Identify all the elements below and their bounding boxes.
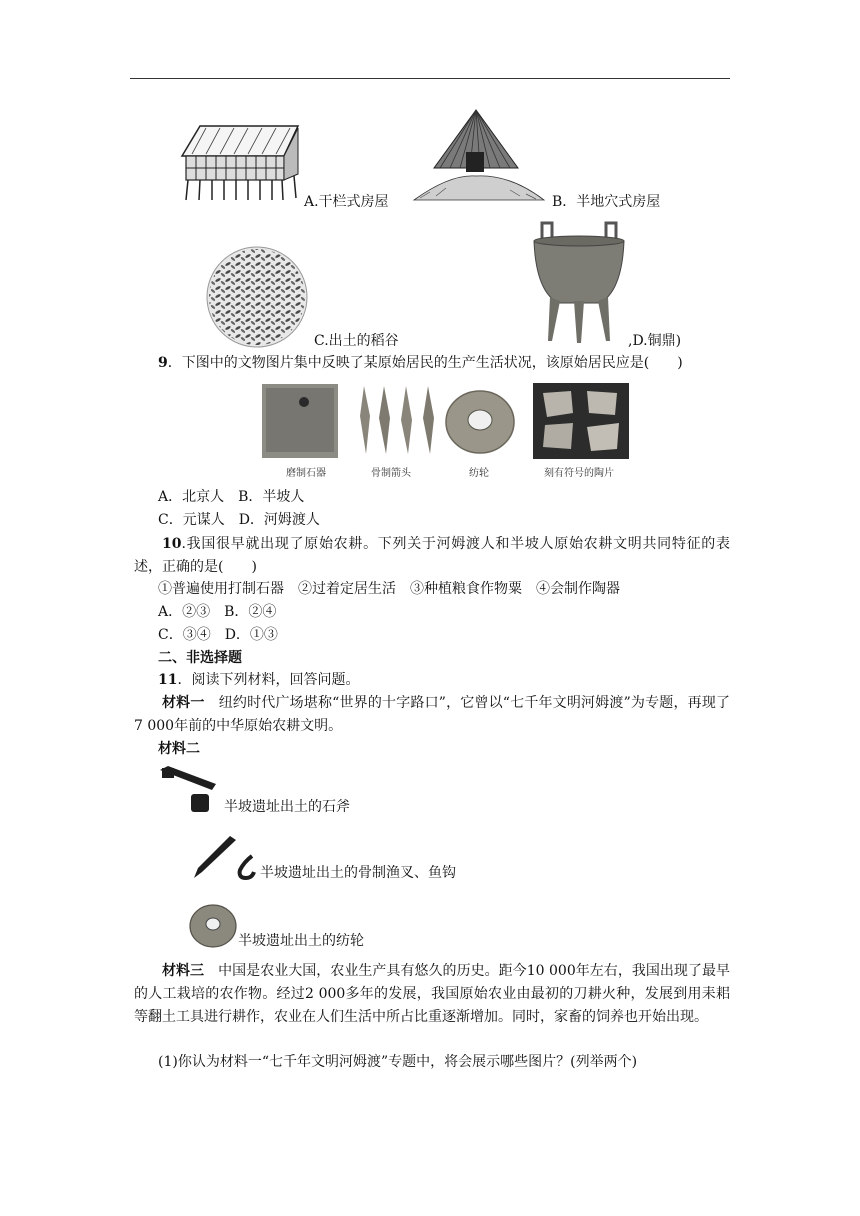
material-3 — [134, 960, 730, 1029]
q10-options-line2: C．③④ D．①③ — [158, 627, 278, 643]
q8-option-d: ,D.铜鼎) — [628, 333, 682, 349]
q9-caption-2: 骨制箭头 — [371, 468, 411, 479]
bone-arrowhead-image — [354, 386, 438, 456]
material-3-label: 材料三 — [162, 963, 205, 979]
q10-statements: ①普遍使用打制石器 ②过着定居生活 ③种植粮食作物粟 ④会制作陶器 — [158, 581, 620, 597]
stone-axe-image — [160, 766, 224, 814]
material-2-caption-1: 半坡遗址出土的石斧 — [224, 799, 350, 815]
q10-number: 10 — [162, 536, 182, 552]
q9-number: 9 — [158, 355, 168, 371]
q11-number: 11 — [158, 672, 178, 688]
q9-caption-1: 磨制石器 — [286, 468, 326, 479]
material-1-text: 纽约时代广场堪称“世界的十字路口”，它曾以“七千年文明河姆渡”为专题，再现了7 000年前的中华原始农耕文明。 — [134, 695, 730, 734]
spinning-wheel-image — [444, 384, 516, 456]
q8-option-a: A.干栏式房屋 — [304, 194, 389, 210]
q8-option-c: C.出土的稻谷 — [314, 333, 399, 349]
header-rule — [130, 78, 730, 79]
q11-intro — [158, 670, 359, 690]
material-2-label: 材料二 — [158, 741, 200, 757]
polished-stone-tool-image — [262, 384, 338, 458]
q9-stem — [158, 353, 683, 373]
q11-intro-text: ．阅读下列材料，回答问题。 — [177, 672, 360, 688]
material-3-text: 中国是农业大国，农业生产具有悠久的历史。距今10 000年左右，我国出现了最早的人工栽培的农作物。经过2 000多年的发展，我国原始农业由最初的刀耕火种，发展到用耒耜等翻土工具进行耕作，农业在人们生活中所占比重逐渐增加。同时，家畜的饲养也开始出现。 — [134, 963, 731, 1025]
material-1 — [134, 692, 730, 738]
material-1-label: 材料一 — [162, 695, 205, 711]
q9-options-line2: C．元谋人 D．河姆渡人 — [158, 512, 320, 528]
bone-fish-spear-hook-image — [190, 834, 260, 882]
stilt-house-image — [172, 120, 304, 202]
q8-option-b: B．半地穴式房屋 — [552, 194, 661, 210]
q9-stem-text: ．下图中的文物图片集中反映了某原始居民的生产生活状况，该原始居民应是( ) — [167, 355, 683, 371]
semi-subterranean-house-image — [410, 106, 546, 206]
inscribed-pottery-shards-image — [533, 383, 629, 459]
section-2-heading: 二、非选择题 — [158, 650, 242, 666]
bronze-ding-image — [528, 217, 630, 345]
q9-caption-4: 刻有符号的陶片 — [544, 468, 614, 479]
q10-stem-text: .我国很早就出现了原始农耕。下列关于河姆渡人和半坡人原始农耕文明共同特征的表述，正确的是( ) — [134, 536, 730, 575]
q10-options-line1: A．②③ B．②④ — [158, 604, 277, 620]
rice-grains-image — [205, 245, 309, 349]
q10-stem — [134, 533, 730, 579]
q9-options-line1: A．北京人 B．半坡人 — [158, 489, 305, 505]
q9-caption-3: 纺轮 — [469, 468, 489, 479]
spinning-wheel-small-image — [188, 902, 238, 948]
material-2-caption-2: 半坡遗址出土的骨制渔叉、鱼钩 — [260, 865, 456, 881]
material-2-caption-3: 半坡遗址出土的纺轮 — [238, 933, 364, 949]
q11-sub-question-1: (1)你认为材料一“七千年文明河姆渡”专题中，将会展示哪些图片？(列举两个) — [158, 1054, 638, 1070]
